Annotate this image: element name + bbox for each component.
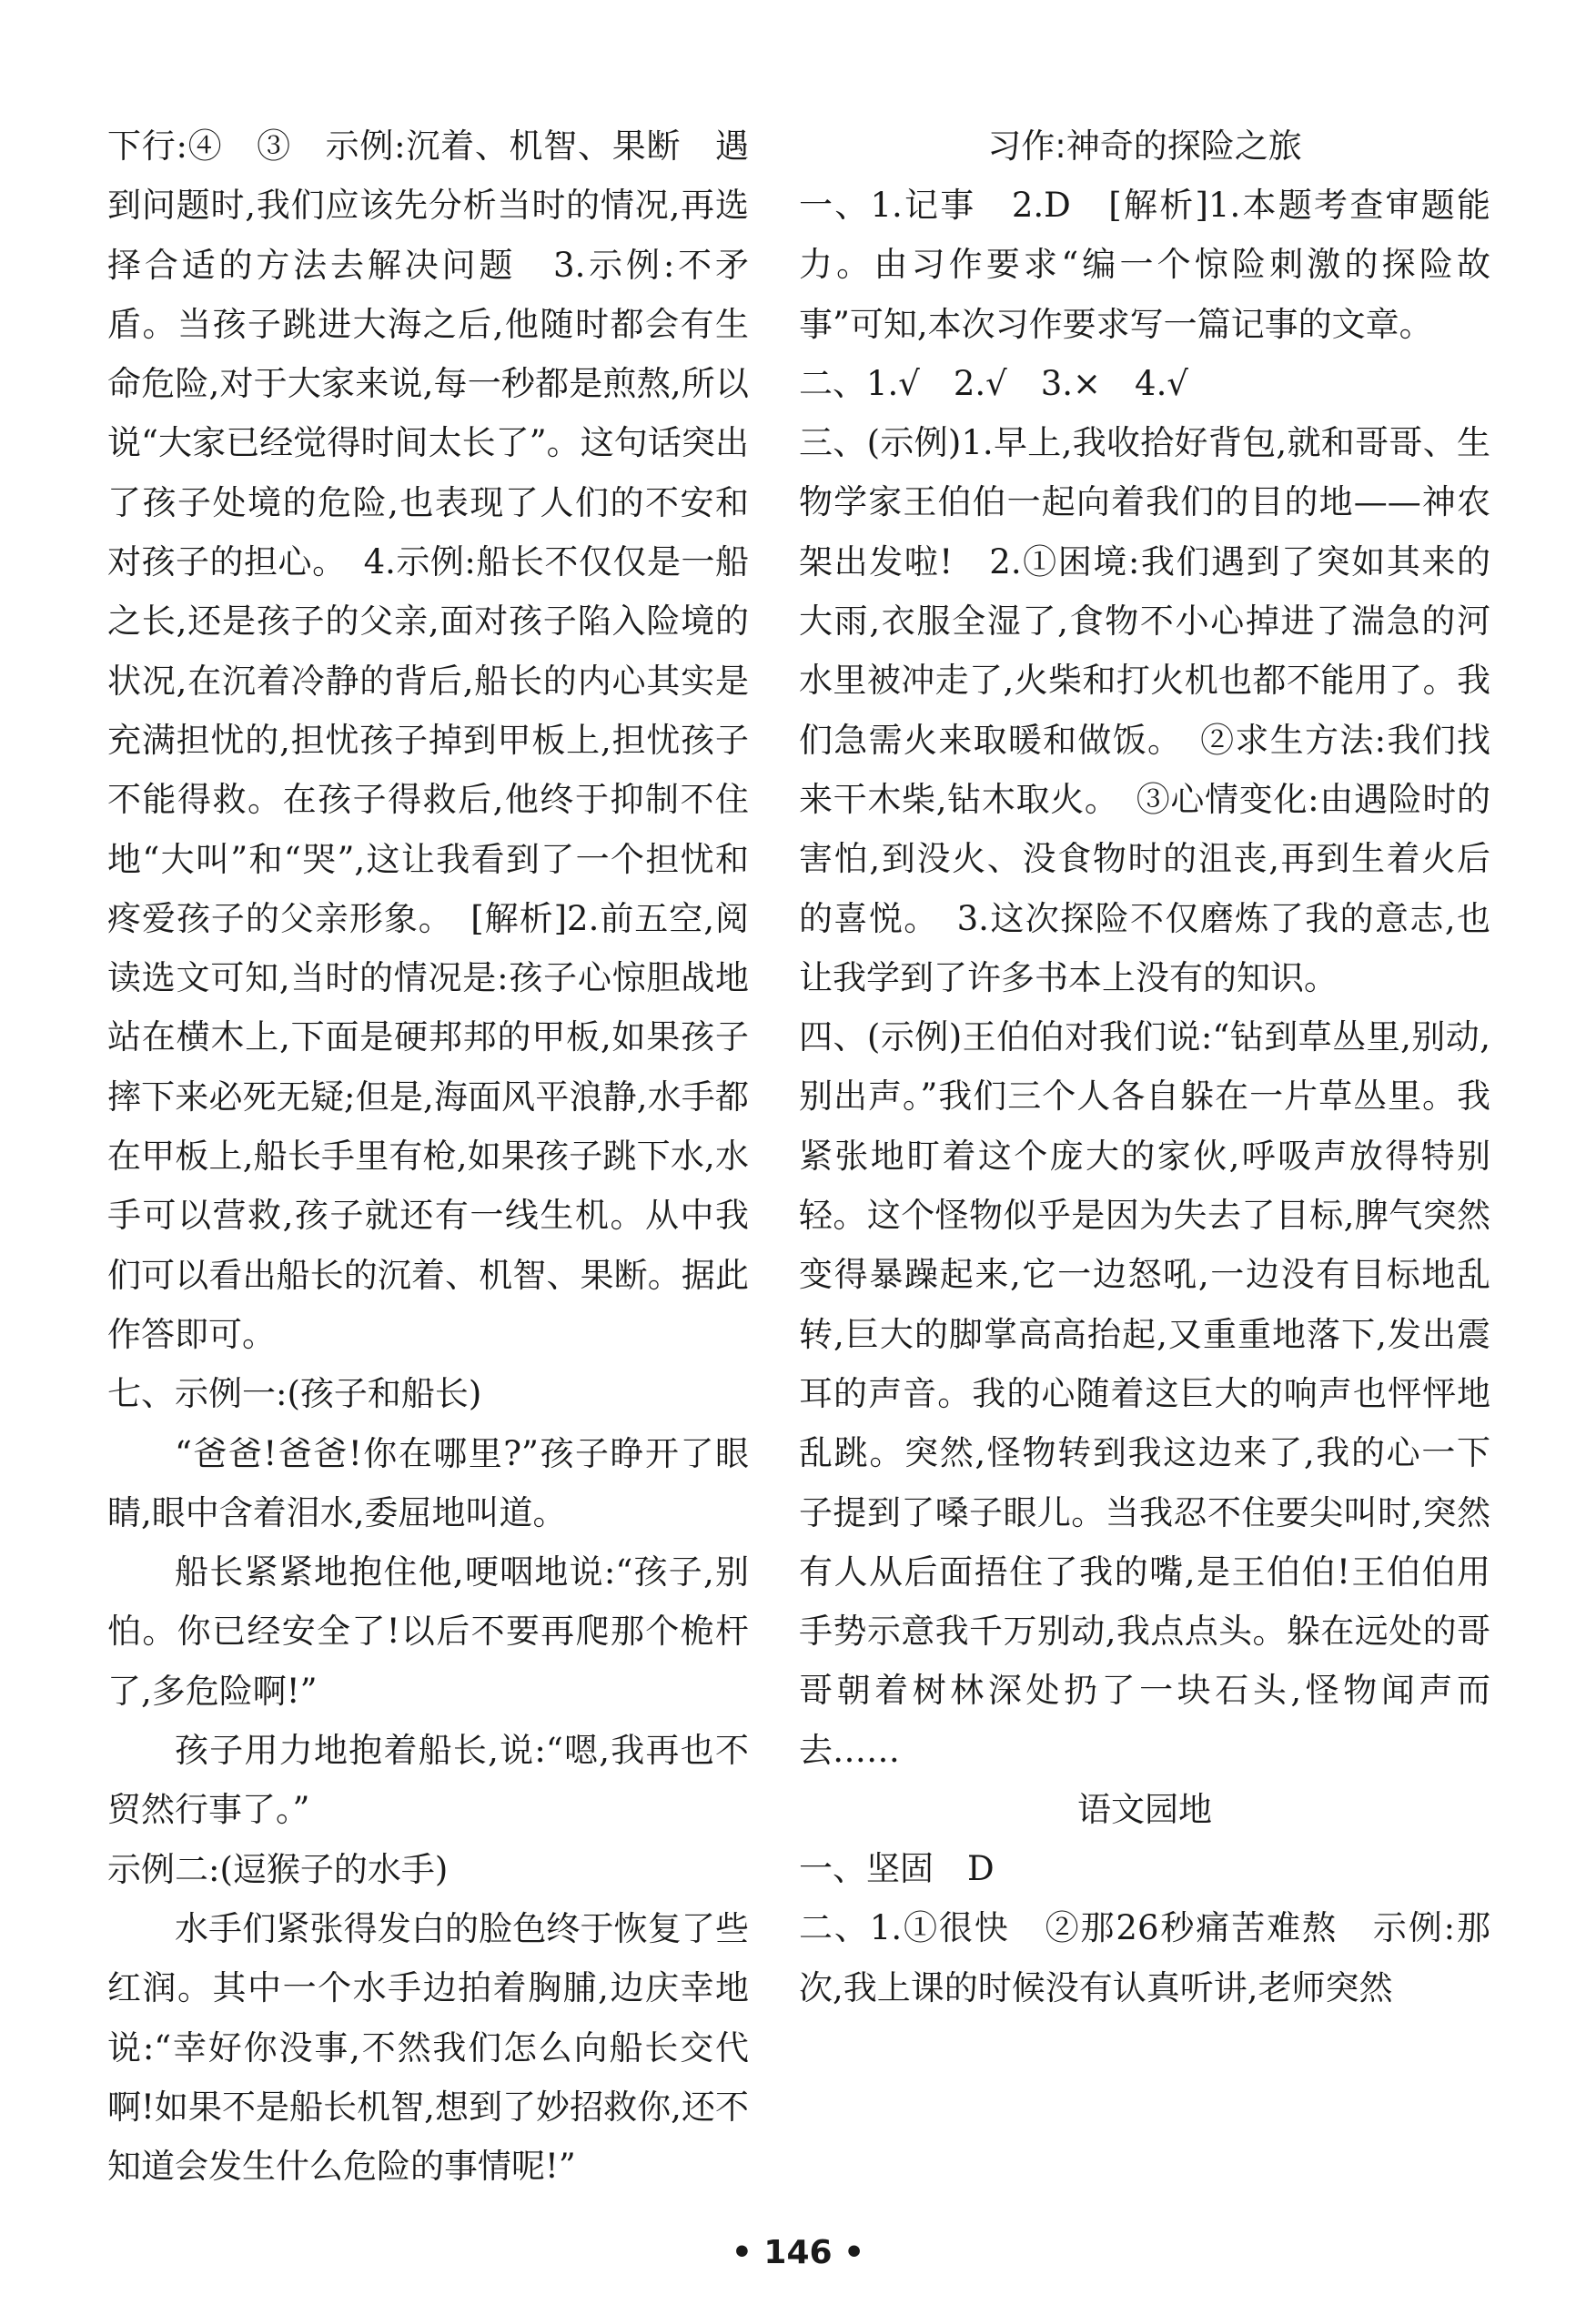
example-one-paragraph-1: “爸爸!爸爸!你在哪里?”孩子睁开了眼睛,眼中含着泪水,委屈地叫道。 xyxy=(107,1433,749,1532)
section-title-writing: 习作:神奇的探险之旅 xyxy=(987,126,1302,166)
right-column xyxy=(799,116,1490,2017)
left-column xyxy=(107,116,749,2196)
writing-question-3: 三、(示例)1.早上,我收拾好背包,就和哥哥、生物学家王伯伯一起向着我们的目的地——神农架出发啦! 2.①困境:我们遇到了突如其来的大雨,衣服全湿了,食物不小心掉进了湍急的河水里被冲走了,火柴和打火机也都不能用了。我们急需火来取暖和做饭。 ②求生方法:我们找来干木柴,钻木取火。 ③心情变化:由遇险时的害怕,到没火、没食物时的沮丧,再到生着火后的喜悦。 3.这次探险不仅磨炼了我的意志,也让我学到了许多书本上没有的知识。 xyxy=(799,423,1490,997)
example-two-heading: 示例二:(逗猴子的水手) xyxy=(107,1849,449,1889)
garden-question-2: 二、1.①很快 ②那26秒痛苦难熬 示例:那次,我上课的时候没有认真听讲,老师突然 xyxy=(799,1908,1490,2007)
page-number: • 146 • xyxy=(731,2234,865,2271)
example-one-paragraph-3: 孩子用力地抱着船长,说:“嗯,我再也不贸然行事了。” xyxy=(107,1731,749,1830)
section-title-chinese-garden: 语文园地 xyxy=(1077,1790,1212,1830)
example-two-paragraph-1: 水手们紧张得发白的脸色终于恢复了些红润。其中一个水手边拍着胸脯,边庆幸地说:“幸好你没事,不然我们怎么向船长交代啊!如果不是船长机智,想到了妙招救你,还不知道会发生什么危险的事情呢!” xyxy=(107,1908,749,2187)
writing-question-4: 四、(示例)王伯伯对我们说:“钻到草丛里,别动,别出声。”我们三个人各自躲在一片草丛里。我紧张地盯着这个庞大的家伙,呼吸声放得特别轻。这个怪物似乎是因为失去了目标,脾气突然变得暴躁起来,它一边怒吼,一边没有目标地乱转,巨大的脚掌高高抬起,又重重地落下,发出震耳的声音。我的心随着这巨大的响声也怦怦地乱跳。突然,怪物转到我这边来了,我的心一下子提到了嗓子眼儿。当我忍不住要尖叫时,突然有人从后面捂住了我的嘴,是王伯伯!王伯伯用手势示意我千万别动,我点点头。躲在远处的哥哥朝着树林深处扔了一块石头,怪物闻声而去…… xyxy=(799,1017,1490,1770)
section-seven-heading: 七、示例一:(孩子和船长) xyxy=(107,1374,482,1414)
answer-paragraph-intro: 下行:④ ③ 示例:沉着、机智、果断 遇到问题时,我们应该先分析当时的情况,再选择合适的方法去解决问题 3.示例:不矛盾。当孩子跳进大海之后,他随时都会有生命危险,对于大家来说,每一秒都是煎熬,所以说“大家已经觉得时间太长了”。这句话突出了孩子处境的危险,也表现了人们的不安和对孩子的担心。 4.示例:船长不仅仅是一船之长,还是孩子的父亲,面对孩子陷入险境的状况,在沉着冷静的背后,船长的内心其实是充满担忧的,担忧孩子掉到甲板上,担忧孩子不能得救。在孩子得救后,他终于抑制不住地“大叫”和“哭”,这让我看到了一个担忧和疼爱孩子的父亲形象。 [解析]2.前五空,阅读选文可知,当时的情况是:孩子心惊胆战地站在横木上,下面是硬邦邦的甲板,如果孩子摔下来必死无疑;但是,海面风平浪静,水手都在甲板上,船长手里有枪,如果孩子跳下水,水手可以营救,孩子就还有一线生机。从中我们可以看出船长的沉着、机智、果断。据此作答即可。 xyxy=(107,126,749,1354)
example-one-paragraph-2: 船长紧紧地抱住他,哽咽地说:“孩子,别怕。你已经安全了!以后不要再爬那个桅杆了,多危险啊!” xyxy=(107,1552,749,1711)
writing-question-1: 一、1.记事 2.D [解析]1.本题考查审题能力。由习作要求“编一个惊险刺激的探险故事”可知,本次习作要求写一篇记事的文章。 xyxy=(799,186,1490,344)
garden-question-1: 一、坚固 D xyxy=(799,1849,995,1889)
writing-question-2: 二、1.√ 2.√ 3.× 4.√ xyxy=(799,363,1188,403)
